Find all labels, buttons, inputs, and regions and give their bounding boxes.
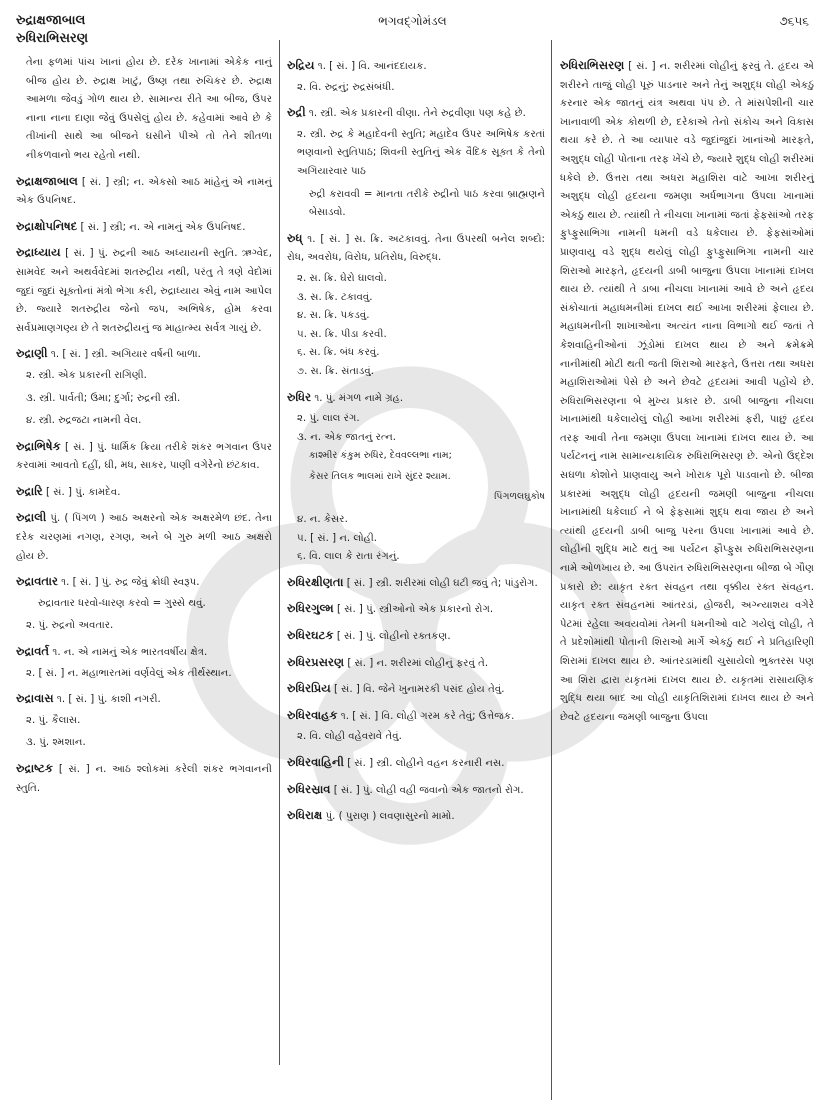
header-last-word: રુધિરાભિસરણ: [16, 31, 89, 46]
sub-sense: ૨. સ્ત્રી. રુદ્ર કે મહાદેવની સ્તુતિ; મહાદેવ ઉપર અભિષેક કરતાં ભણવાનો સ્તુતિપાઠ; શિવની સ્તુતિનું એક વૈદિક સૂક્ત કે તેનો અગિયારવાર પાઠ: [297, 128, 545, 177]
dictionary-entry: [16, 642, 272, 663]
headword: રુદ્રિય: [287, 58, 315, 72]
column-3: [560, 56, 814, 733]
definition: અટકાવવું. તેના ઉપરથી બનેલ શબ્દો: રોધ, અવરોધ, વિરોધ, પ્રતિરોધ, વિરુદ્ધ.: [287, 233, 545, 264]
sub-sense: ૨. વિ. લોહી વહેવરાવે તેવું.: [297, 731, 402, 743]
quotation-line: કેસર તિલક ભાલમાં રાખે સુંદર શ્યામ.: [309, 470, 451, 482]
headword: રુદ્રાક્ષજાબાલ: [16, 173, 78, 188]
headword: રુધિરગુલ્મ: [287, 601, 334, 616]
dictionary-entry: [16, 437, 272, 476]
grammar-label: ૧. ન.: [49, 647, 75, 659]
grammar-label: [ સં. ] વિ.: [330, 684, 375, 696]
grammar-label: [ સં. ] પું.: [60, 441, 107, 453]
dictionary-entry: [287, 626, 545, 647]
sub-sense: ૨. વિ. રુદ્રનું; રુદ્રસંબંધી.: [297, 81, 395, 93]
definition: ધાર્મિક ક્રિયા તરીકે શંકર ભગવાન ઉપર કરવામાં આવતો દહીં, ઘી, મધ, સાકર, પાણી વગેરેનો છંટકાવ.: [16, 441, 272, 472]
sub-sense: ૩. ન. એક જાતનું રત્ન.: [297, 431, 397, 443]
headword: રુધિરપ્રસરણ: [287, 654, 345, 669]
dictionary-entry: [287, 653, 545, 674]
headword: રુધિરક્ષીણતા: [287, 574, 344, 589]
sub-sense: ૪. સ. ક્રિ. પકડવું.: [297, 310, 370, 322]
headword: રુધિરાભિસરણ: [560, 58, 625, 72]
dictionary-entry: [287, 753, 545, 774]
dictionary-entry: [560, 56, 814, 727]
headword: રુદ્રી: [287, 105, 306, 120]
definition: એકસો આઠ માંહેનું એ નામનું એક ઉપનિષદ.: [16, 176, 272, 207]
dictionary-entry: [287, 599, 545, 620]
column-divider: [279, 40, 280, 1065]
headword: રુધિરાક્ષ: [287, 808, 323, 823]
dictionary-entry: [16, 572, 272, 593]
dictionary-entry: [287, 573, 545, 594]
grammar-label: [ સં. ] પું.: [333, 604, 376, 616]
grammar-label: [ સં. ] ન.: [344, 657, 388, 669]
grammar-label: [ સં. ] સ્ત્રી; ન.: [77, 221, 141, 233]
headword: રુધિરઘટક: [287, 628, 334, 643]
grammar-label: [ સં. ] પું.: [42, 486, 86, 498]
dictionary-entry: [16, 759, 272, 798]
dictionary-entry: [287, 103, 545, 124]
grammar-label: ૧. [ સં. ] સ્ત્રી.: [47, 349, 108, 361]
header-title: ભગવદ્ગોમંડલ: [378, 14, 447, 28]
sub-sense: ૩. સ્ત્રી. પાર્વતી; ઉમા; દુર્ગા; રુદ્રની સ્ત્રી.: [26, 392, 181, 404]
dictionary-entry: [16, 217, 272, 238]
idiom-phrase: રુદ્રી કરાવવી = માનતા તરીકે રુદ્રીનો પાઠ કરવા બ્રાહ્મણને બેસાડવો.: [309, 188, 545, 219]
definition: લવણાસુરનો મામો.: [376, 811, 455, 823]
grammar-label: ૧. [ સં. ] સ. ક્રિ.: [302, 233, 384, 245]
column-divider: [551, 40, 552, 1100]
page-number: ૭૬૫૬: [779, 14, 809, 28]
headword: રુધિરવાહક: [287, 707, 338, 722]
headword: રુધિર: [287, 389, 312, 404]
dictionary-entry: [16, 689, 272, 710]
grammar-label: [ સં. ] ન.: [624, 61, 671, 72]
headword: રુદ્રાભિષેક: [16, 438, 61, 453]
dictionary-entry: [16, 172, 272, 211]
grammar-label: પું. ( પિંગળ ): [46, 513, 105, 525]
dictionary-entry: [16, 482, 272, 503]
idiom-phrase: રુદ્રાવતાર ધરવો-ધારણ કરવો = ગુસ્સે થવું.: [38, 597, 206, 609]
definition: લોહીનો રક્તકણ.: [375, 631, 451, 643]
grammar-label: [ સં. ] સ્ત્રી.: [343, 577, 393, 589]
headword: રુધ્: [287, 230, 303, 245]
headword: રુદ્રાધ્યાય: [16, 245, 61, 260]
grammar-label: ૧. [ સં. ] વિ.: [314, 61, 371, 72]
grammar-label: ૧. પું.: [311, 392, 336, 404]
definition: રુદ્રની આઠ અધ્યાયની સ્તુતિ. ઋગ્વેદ, સામવેદ અને અથર્વવેદમાં શતરુદ્રીય નથી, પરંતુ તે ત્રણે વેદોમાં જુદાં જુદાં સૂક્તોનાં મંત્રો ભેગા કરી, રુદ્રાધ્યાય એવું નામ આપેલ છે. જ્યારે શતરુદ્રીય જેનો જપ, અભિષેક, હોમ કરવા સર્વપ્રમાણગણ્ય છે તે શતરુદ્રીયનું જ માહાત્મ્ય સર્વત્ર ગાયું છે.: [16, 248, 272, 334]
sub-sense: ૨. પું. રુદ્રનો અવતાર.: [26, 620, 114, 632]
sub-sense: ૨. સ. ક્રિ. ઘેરો ઘાલવો.: [297, 272, 387, 284]
grammar-label: પું. ( પુરાણ ): [322, 811, 377, 823]
definition: શરીરમાં લોહીનું ફરવું તે. હૃદય એ શરીરને તાજું લોહી પૂરું પાડનાર અને તેનું અશુદ્ધ લોહી એકઠું કરનાર એક જાતનું યંત્ર અથવા પંપ છે. તે માંસપેશીની ચાર ખાનાવાળી એક કોથળી છે, દરેકાએ તેનો સંકોચ અને વિકાસ થયા કરે છે. તે આ વ્યાપાર વડે જુદાંજુદાં ખાનાંઓ મારફતે, અશુદ્ધ લોહી પોતાના તરફ ખેંચે છે, જ્યારે શુદ્ધ લોહી શરીરમાં ધકેલે છે. ઉત્તરા તથા અધરા મહાશિરા વાટે આખા શરીરનું અશુદ્ધ લોહી હૃદયના જમણા અર્ધભાગના ઉપલા ખાનામાં એકઠું થાય છે. ત્યાંથી તે નીચલા ખાનામાં જતાં ફેફસાંઓ તરફ ફુપ્ફુસાભિગા નામની ધમની વડે ધકેલાય છે. ફેફસાંઓમાં પ્રાણવાયુ વડે શુદ્ધ થયેલું લોહી ફુપ્ફુસાભિગા નામની ચાર શિરાઓ મારફતે, હૃદયની ડાબી બાજુના ઉપલા ખાનામાં દાખલ થાય છે. ત્યાંથી તે ડાબા નીચલા ખાનામાં આવે છે અને હૃદય સંકોચાતાં મહાધમનીમાં દાખલ થઈ આખા શરીરમાં ફેલાય છે. મહાધમનીની શાખાઓના અત્યંત નાના વિભાગો થઈ જતાં તે કેશવાહિનીઓનાં ઝૂંડોમાં દાખલ થાય છે અને ક્રમેક્રમે નાનીમાંથી મોટી થતી જતી શિરાઓ મારફતે, ઉત્તરા તથા અધરા મહાશિરાઓમાં પેસે છે અને છેવટે હૃદયમાં આવી પહોંચે છે. રુધિરાભિસરણના બે મુખ્ય પ્રકાર છે. ડાબી બાજુના નીચલા ખાનામાંથી ધકેલાયેલું લોહી આખા શરીરમાં ફરી, પાછું હૃદય તરફ આવી તેના જમણા ઉપલા ખાનામાં દાખલ થાય છે. આ પર્યટનનું નામ સામાન્યકાયિક રુધિરાભિસરણ છે. એનો ઉદ્દેશ સઘળા કોશોને પ્રાણવાયુ અને ખોરાક પૂરો પાડવાનો છે. બીજા પ્રકારમાં અશુદ્ધ લોહી હૃદયની જમણી બાજુના નીચલા ખાનામાંથી ધકેલાઈ ને બે ફેફસામાં શુદ્ધ થવા જાય છે અને ત્યાંથી હૃદયની ડાબી બાજુ પરના ઉપલા ખાનામાં આવે છે. લોહીની શુદ્ધિ માટે થતું આ પર્યટન ફૌપ્ફુસ રુધિરાભિસરણના નામે ઓળખાય છે. આ ઉપરાંત રુધિરાભિસરણના બીજા બે ગૌણ પ્રકારો છે: યાકૃત રક્ત સંવહન તથા વૃક્કીય રક્ત સંવહન. યાકૃત રક્ત સંવહનમાં આંતરડાં, હોજરી, અગ્ન્યાશય વગેરે પેટમાં રહેલા અવયવોમાં તેમની ધમનીઓ વાટે ગયેલું લોહી, તે તે પ્રદેશોમાંથી પોતાની શિરાઓ માર્ગે એકઠું થઈ ને પ્રતિહારિણી શિરામાં દાખલ થાય છે. આંતરડામાંથી ચુસાયેલો ભુક્તરસ પણ આ શિરા દ્વારા યકૃતમાં દાખલ થાય છે. યકૃતમાં રાસાયણિક શુદ્ધિ થયા બાદ આ લોહી યાકૃતિશિરામાં દાખલ થાય છે અને છેવટે હૃદયના જમણી બાજુના ઉપલા: [560, 61, 814, 723]
dictionary-entry: [287, 229, 545, 268]
sub-sense: ૨. સ્ત્રી. એક પ્રકારની રાગિણી.: [26, 369, 147, 381]
grammar-label: ૧. [ સં. ] પું.: [57, 577, 112, 589]
dictionary-entry: [287, 388, 545, 409]
sub-sense: ૫. સ. ક્રિ. પીડા કરવી.: [297, 328, 387, 340]
sub-sense: ૫. [ સં. ] ન. લોહી.: [297, 532, 378, 544]
dictionary-entry: [287, 56, 545, 77]
grammar-label: ૧. સ્ત્રી.: [305, 108, 337, 120]
headword: રુદ્રાવર્ત: [16, 644, 50, 659]
column-2: [287, 56, 545, 833]
sub-sense: ૭. સ. ક્રિ. સંતાડવું.: [297, 365, 374, 377]
sub-sense: ૬. વિ. લાલ કે રાતા રંગનું.: [297, 551, 400, 563]
definition: આનંદદાયક.: [370, 61, 427, 72]
headword: રુધિરવાહિની: [287, 755, 344, 769]
definition: શરીરમાં લોહી ઘટી જવું તે; પાંડુરોગ.: [392, 577, 538, 589]
sub-sense: ૬. સ. ક્રિ. બંધ કરવું.: [297, 347, 380, 359]
grammar-label: [ સં. ] સ્ત્રી.: [343, 758, 393, 769]
headword: રુદ્રાવતાર: [16, 574, 58, 589]
definition: લોહીને વહન કરનારી નસ.: [392, 758, 505, 769]
dictionary-entry: [287, 679, 545, 700]
continued-paragraph: તેના ફળમાં પાંચ ખાનાં હોય છે. દરેક ખાનામાં એકેક નાનું બીજ હોય છે. રુદ્રાક્ષ ખાટું, ઉષ્ણ તથા રુચિકર છે. રુદ્રાક્ષ આમળા જેવડું ગોળ થાય છે. સામાન્ય રીતે આ બીજ, ઉપર નાના નાના દાણા જેવું ઉપસેલું હોય છે. કહેવામાં આવે છે કે તીખાંની સાથે આ બીજને ઘસીને પીએ તો તેને શીતળા નીકળવાનો ભય રહેતો નથી.: [26, 57, 272, 161]
definition: કામદેવ.: [85, 486, 121, 498]
header-first-word: રુદ્રાક્ષજાબાલ: [16, 13, 86, 28]
definition: આઠ શ્લોકમાં કરેલી શંકર ભગવાનની સ્તુતિ.: [16, 764, 272, 794]
dictionary-entry: [16, 243, 272, 338]
grammar-label: [ સં. ] ન.: [53, 764, 107, 775]
definition: જેને ખુનામરકી પસંદ હોય તેવું.: [375, 684, 505, 696]
sub-sense: ૨. [ સં. ] ન. મહાભારતમાં વર્ણવેલું એક તીર્થસ્થાન.: [26, 667, 232, 679]
grammar-label: ૧. [ સં. ] પું.: [53, 694, 108, 706]
dictionary-entry: [287, 706, 545, 727]
dictionary-entry: [16, 508, 272, 566]
grammar-label: [ સં. ] પું.: [333, 631, 376, 643]
definition: લોહી ગરમ કરે તેવું; ઉત્તેજક.: [393, 710, 515, 722]
headword: રુધિરપ્રિય: [287, 681, 331, 696]
sub-sense: ૪. સ્ત્રી. રુદ્રજટા નામની વેલ.: [26, 415, 142, 427]
headword: રુદ્રાલી: [16, 510, 47, 525]
definition: અગિયાર વર્ષની બાળા.: [107, 349, 201, 361]
grammar-label: [ સં. ] પું.: [60, 248, 108, 260]
definition: મંગળ નામે ગ્રહ.: [335, 392, 404, 404]
headword: રુદ્રાવાસ: [16, 691, 54, 706]
column-1: [16, 36, 272, 804]
headword: રુદ્રાષ્ટક: [16, 761, 54, 775]
dictionary-entry: [16, 344, 272, 365]
quotation-source: પિંગળલઘુકોષ: [494, 491, 545, 503]
definition: સ્ત્રીઓનો એક પ્રકારનો રોગ.: [376, 604, 494, 616]
sub-sense: ૨. પું. કૈલાસ.: [26, 714, 81, 726]
definition: એ નામનું એક ભારતવર્ષીય ક્ષેત્ર.: [74, 647, 208, 659]
headword: રુદ્રાક્ષોપનિષદ: [16, 218, 78, 233]
dictionary-entry: [287, 806, 545, 827]
grammar-label: [ સં. ] સ્ત્રી; ન.: [77, 176, 145, 188]
definition: શરીરમાં લોહીનું ફરવું તે.: [387, 657, 489, 669]
headword: રુધિરસ્રાવ: [287, 781, 331, 796]
definition: એક પ્રકારની વીણા. તેને રુદ્રવીણા પણ કહે છે.: [336, 108, 526, 120]
sub-sense: ૨. પું. લાલ રંગ.: [297, 413, 360, 425]
definition: આઠ અક્ષરનો એક અક્ષરમેળ છંદ. તેના દરેક ચરણમાં નગણ, રગણ, અને બે ગુરુ મળી આઠ અક્ષરો હોય છે.: [16, 513, 272, 562]
headword: રુદ્રારિ: [16, 483, 43, 498]
grammar-label: [ સં. ] પું.: [330, 784, 373, 796]
definition: એ નામનું એક ઉપનિષદ.: [140, 221, 246, 233]
headword: રુદ્રાણી: [16, 346, 48, 361]
definition: કાશી નગરી.: [107, 694, 161, 706]
grammar-label: ૧. [ સં. ] વિ.: [337, 710, 394, 722]
sub-sense: ૪. ન. કેસર.: [297, 514, 348, 526]
definition: રુદ્ર જેવું ક્રોધી સ્વરૂપ.: [111, 577, 200, 589]
dictionary-entry: [287, 780, 545, 801]
sub-sense: ૩. સ. ક્રિ. ટકાવવું.: [297, 291, 373, 303]
quotation-line: કાશ્મીર કંકુમ રુધિર, દેવવલ્લભા નામ;: [309, 450, 452, 462]
sub-sense: ૩. પું. શ્મશાન.: [26, 737, 86, 749]
definition: લોહી વહી જવાનો એક જાતનો રોગ.: [372, 784, 524, 796]
